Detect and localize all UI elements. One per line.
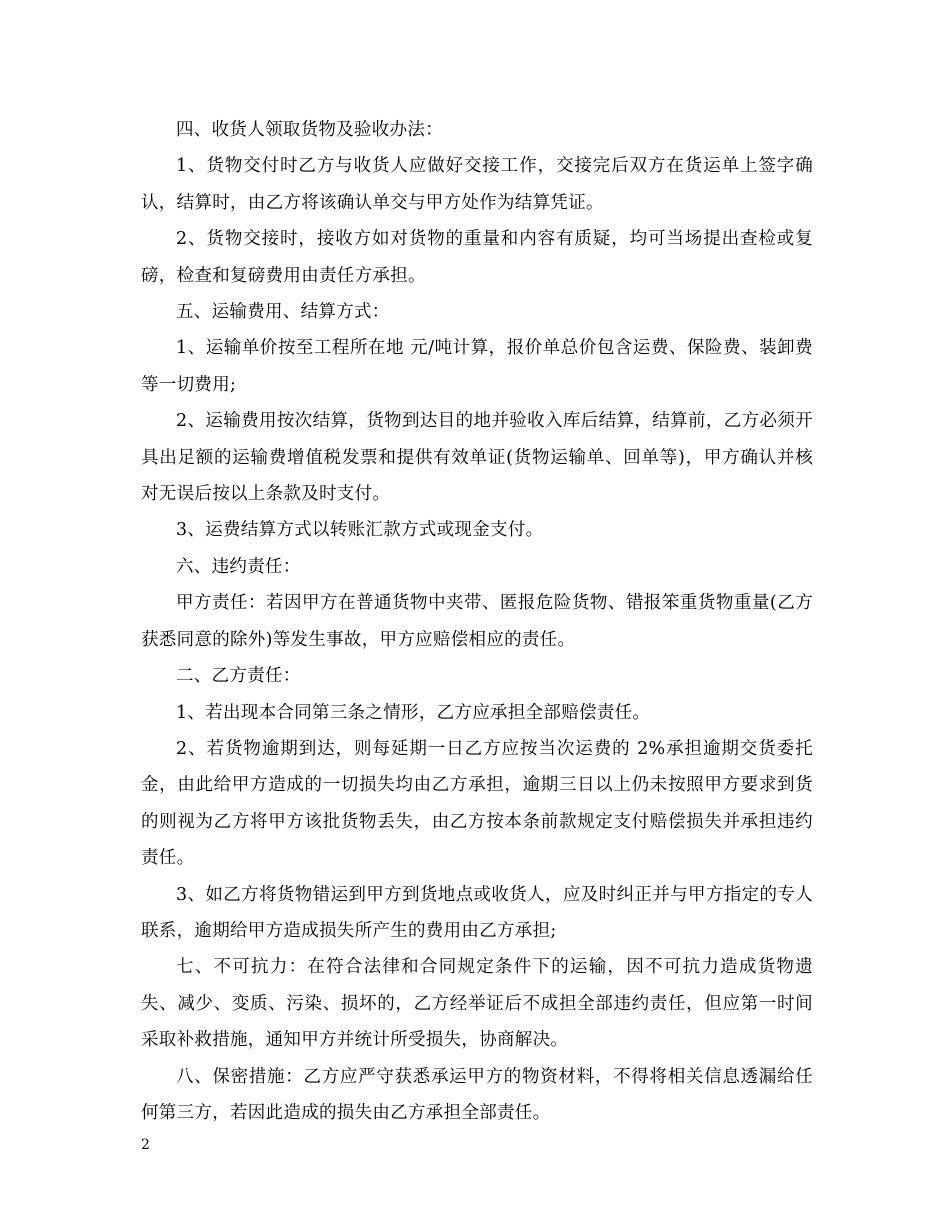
paragraph-handover: 1、货物交付时乙方与收货人应做好交接工作，交接完后双方在货运单上签字确认，结算时，由乙方将该确认单交与甲方处作为结算凭证。 (141, 156, 813, 213)
section-heading-receipt: 四、收货人领取货物及验收办法： (176, 120, 443, 140)
paragraph-weight-check: 2、货物交接时，接收方如对货物的重量和内容有质疑，均可当场提出查检或复磅，检查和复磅费用由责任方承担。 (141, 229, 813, 286)
paragraph-party-a-liability: 甲方责任：若因甲方在普通货物中夹带、匿报危险货物、错报笨重货物重量(乙方获悉同意的除外)等发生事故，甲方应赔偿相应的责任。 (141, 593, 813, 650)
section-heading-liability: 六、违约责任： (176, 556, 301, 577)
paragraph-unit-price: 1、运输单价按至工程所在地 元/吨计算，报价单总价包含运费、保险费、装卸费等一切费用; (141, 338, 813, 395)
paragraph-force-majeure: 七、不可抗力：在符合法律和合同规定条件下的运输，因不可抗力造成货物遗失、减少、变质、污染、损坏的，乙方经举证后不成担全部违约责任，但应第一时间采取补救措施，通知甲方并统计所受损失，协商解决。 (141, 957, 813, 1051)
paragraph-party-b-clause-2: 2、若货物逾期到达，则每延期一日乙方应按当次运费的 2%承担逾期交货委托金，由此给甲方造成的一切损失均由乙方承担，逾期三日以上仍未按照甲方要求到货的则视为乙方将甲方该批货物丢失，由乙方按本条前款规定支付赔偿损失并承担违约责任。 (141, 738, 813, 869)
paragraph-party-b-clause-1: 1、若出现本合同第三条之情形，乙方应承担全部赔偿责任。 (176, 702, 651, 723)
section-heading-party-b: 二、乙方责任： (176, 666, 301, 687)
paragraph-confidentiality: 八、保密措施：乙方应严守获悉承运甲方的物资材料，不得将相关信息透漏给任何第三方，若因此造成的损失由乙方承担全部责任。 (141, 1066, 813, 1123)
page-number: 2 (141, 1137, 150, 1153)
paragraph-payment-method: 3、运费结算方式以转账汇款方式或现金支付。 (176, 520, 544, 541)
document-body (141, 112, 813, 1131)
paragraph-settlement: 2、运输费用按次结算，货物到达目的地并验收入库后结算，结算前，乙方必须开具出足额的运输费增值税发票和提供有效单证(货物运输单、回单等)，甲方确认并核对无误后按以上条款及时支付。 (141, 411, 813, 505)
paragraph-party-b-clause-3: 3、如乙方将货物错运到甲方到货地点或收货人，应及时纠正并与甲方指定的专人联系，逾期给甲方造成损失所产生的费用由乙方承担; (141, 884, 813, 941)
section-heading-fees: 五、运输费用、结算方式： (176, 302, 390, 323)
